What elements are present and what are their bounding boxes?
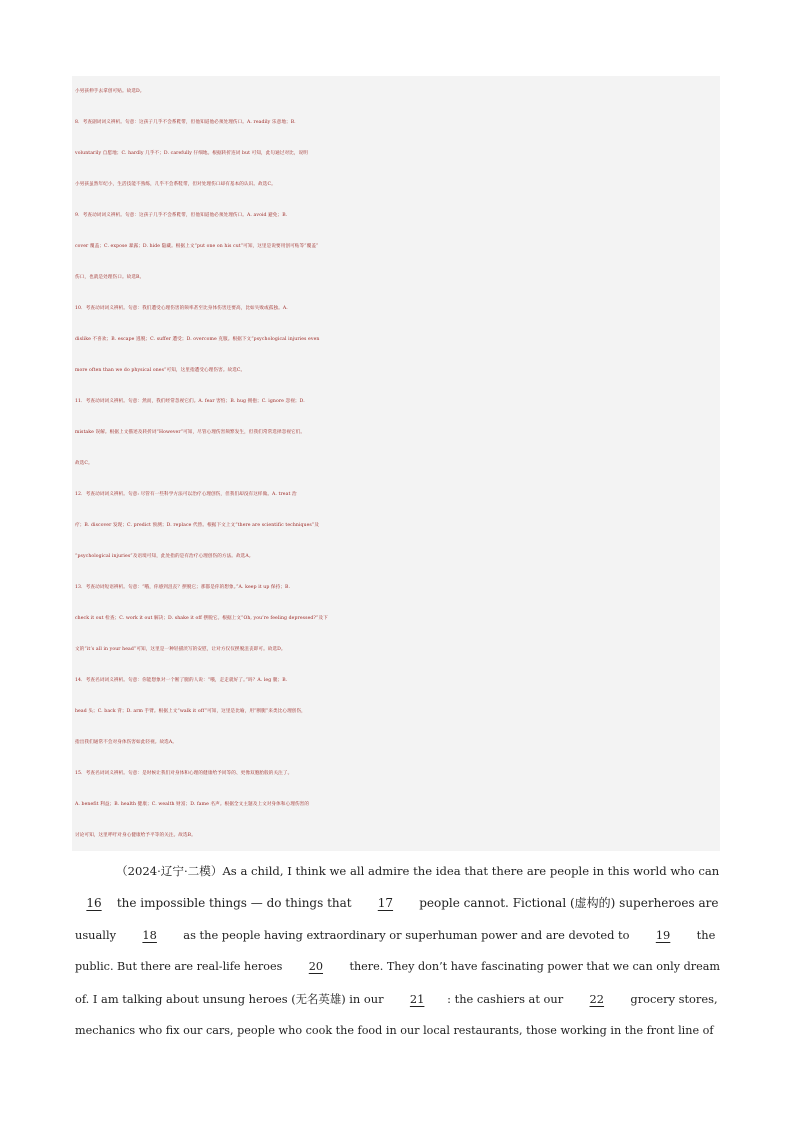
answer-14-line: head 头；C. back 背；D. arm 手臂。根据上文“walk it off”可知，这里是比喻，用“断腿”来类比心理创伤， [75,709,306,714]
passage-line [75,951,723,983]
passage-text: as the people having extraordinary or superhuman power and are devoted to [179,928,634,942]
passage-text: grocery stores, [626,992,718,1006]
answer-11-line: mistake 误解。根据上文描述及转折词“However”可知，尽管心理伤害频繁发生，但我们常常选择忽视它们。 [75,430,306,435]
answer-11-line: 11．考查动词词义辨析。句意：然而，我们经常忽视它们。A. fear 害怕；B. hug 拥抱；C. ignore 忽视；D. [75,399,305,404]
answer-8-line: 小男孩虽然年纪小，生活技能不熟练，几乎不会系鞋带，但对处理伤口却有基本的认识。故选C。 [75,182,276,187]
cloze-passage [75,855,723,1047]
passage-line [75,919,723,951]
answer-9-line: 9．考查动词词义辨析。句意：这孩子几乎不会系鞋带，但他知道他必须处理伤口。A. avoid 避免；B. [75,213,288,218]
passage-text: the impossible things — do things that [113,896,356,910]
passage-text: people cannot. Fictional (虚构的) superheroes are [415,896,719,910]
blank-19[interactable]: 19 [655,928,671,942]
blank-22[interactable]: 22 [589,992,605,1006]
answer-10-line: more often than we do physical ones”可知，这里指遭受心理伤害。故选C。 [75,368,246,373]
answer-15-line: A. benefit 利益；B. health 健康；C. wealth 财富；D. fame 名声。根据全文主题及上文对身体和心理伤害的 [75,802,310,807]
blank-16[interactable]: 16 [86,896,102,910]
passage-text: usually [75,928,120,942]
answer-14-line: 指出我们通常不会对身体伤害如此轻视。故选A。 [75,740,177,745]
answer-13-line: check it out 检查；C. work it out 解决；D. shake it off 摆脱它。根据上文“Oh, you’re feeling depressed?”及下 [75,616,328,621]
blank-21[interactable]: 21 [409,992,425,1006]
passage-line [75,983,723,1015]
answer-12-line: 疗；B. discover 发现；C. predict 预测；D. replace 代替。根据下文上文“there are scientific techniques”及 [75,523,320,528]
passage-text: （2024·辽宁·二模）As a child, I think we all admire the idea that there are people in this world who can [116,864,720,878]
passage-line [75,887,723,919]
answer-10-line: dislike 不喜欢；B. escape 逃脱；C. suffer 遭受；D. overcome 克服。根据下文“psychological injuries even [75,337,320,342]
answer-10-line: 10．考查动词词义辨析。句意：我们遭受心理伤害的频率甚至比身体伤害还要高，比如失败或孤独。A. [75,306,288,311]
answer-13-line: 13．考查动词短语辨析。句意：“哦，你感到沮丧？摆脱它；那都是你的想象。”A. keep it up 保持；B. [75,585,291,590]
answer-13-line: 文的“it’s all in your head”可知，这里是一种轻描淡写的安慰，让对方仅仅摆脱沮丧即可。故选D。 [75,647,286,652]
answer-15-line: 15．考查名词词义辨析。句意：是时候让我们对身体和心理的健康给予同等的、更像双胞胎般的关注了。 [75,771,293,776]
passage-text: of. I am talking about unsung heroes (无名英雄) in our [75,992,388,1006]
passage-text: mechanics who fix our cars, people who cook the food in our local restaurants, those working in the front line of [75,1024,714,1037]
blank-17[interactable]: 17 [377,896,394,910]
answer-line: 小男孩伸手去拿创可贴。故选D。 [75,89,145,94]
passage-text: there. They don’t have fascinating power that we can only dream [345,960,721,973]
answer-8-line: voluntarily 自愿地；C. hardly 几乎不；D. carefully 仔细地。根据转折连词 but 可知，此句通过对比，说明 [75,151,308,156]
passage-text: public. But there are real-life heroes [75,960,286,973]
answer-8-line: 8．考查副词词义辨析。句意：这孩子几乎不会系鞋带，但他知道他必须处理伤口。A. readily 乐意地；B. [75,120,296,125]
answer-explanations [72,76,720,851]
answer-15-line: 讨论可知，这里呼吁对身心健康给予平等的关注。故选B。 [75,833,196,838]
answer-12-line: 12．考查动词词义辨析。句意: 尽管有一些科学方法可以治疗心理创伤，但我们却没有这样做。A. treat 治 [75,492,297,497]
passage-text: : the cashiers at our [447,992,567,1006]
passage-text: the [693,928,716,942]
passage-line [75,1015,723,1047]
blank-18[interactable]: 18 [142,928,157,942]
passage-line [75,855,723,887]
answer-11-line: 故选C。 [75,461,93,466]
answer-12-line: “psychological injuries”及语境可知，此处指的是有治疗心理创伤的方法。故选A。 [75,554,254,559]
answer-9-line: cover 覆盖；C. expose 暴露；D. hide 隐藏。根据上文“put one on his cut”可知，这里是说要用创可贴等“覆盖” [75,244,319,249]
blank-20[interactable]: 20 [308,960,324,973]
answer-9-line: 伤口，也就是处理伤口。故选B。 [75,275,145,280]
answer-14-line: 14．考查名词词义辨析。句意：你能想象对一个断了腿的人说：“哦，走走就好了。”吗？A. leg 腿；B. [75,678,288,683]
